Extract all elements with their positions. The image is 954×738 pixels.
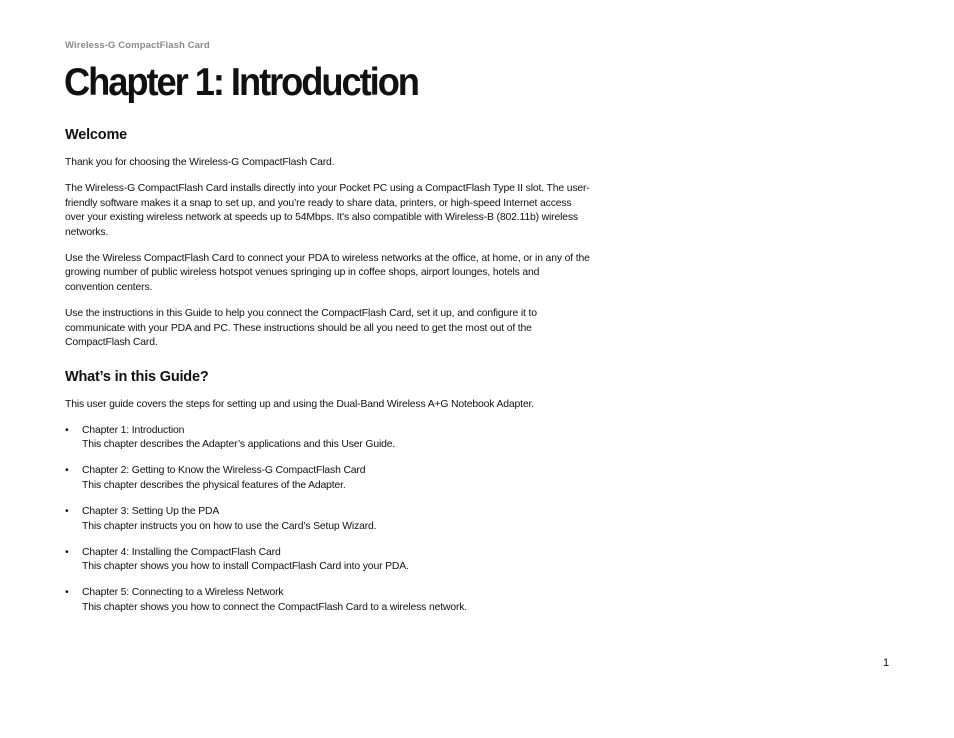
chapter-item-description: This chapter instructs you on how to use the Card’s Setup Wizard. [82,520,377,532]
welcome-paragraph-3: Use the Wireless CompactFlash Card to connect your PDA to wireless networks at the office, at home, or in any of the growing number of public wireless hotspot venues springing up in coffee shops, airport lounges, hotels and convention centers. [65,252,590,293]
welcome-paragraph-4: Use the instructions in this Guide to help you connect the CompactFlash Card, set it up, and configure it to communicate with your PDA and PC. These instructions should be all you need to get the most out of the CompactFlash Card. [65,307,537,349]
bullet-glyph: • [65,506,69,518]
bullet-glyph: • [65,424,69,436]
chapter-item-title: Chapter 5: Connecting to a Wireless Network [82,587,284,599]
running-header: Wireless-G CompactFlash Card [65,40,210,51]
guide-section [65,367,590,616]
chapter-list-item-5 [65,586,590,615]
page-content [65,125,590,627]
bullet-glyph: • [65,546,69,558]
guide-heading: What’s in this Guide? [65,368,209,385]
chapter-item-title: Chapter 4: Installing the CompactFlash Card [82,546,281,558]
chapter-list-item-3 [65,505,590,534]
chapter-item-title: Chapter 1: Introduction [82,424,185,436]
welcome-paragraph-2: The Wireless-G CompactFlash Card installs directly into your Pocket PC using a CompactFlash Type II slot. The user-friendly software makes it a snap to set up, and you’re ready to share data, printers, or high-speed Internet access over your existing wireless network at speeds up to 54Mbps. It's also compatible with Wireless-B (802.11b) wireless networks. [65,182,590,238]
chapter-list-item-1 [65,424,590,453]
chapter-item-description: This chapter describes the physical features of the Adapter. [82,479,346,491]
chapter-list-item-4 [65,546,590,575]
welcome-section [65,125,590,351]
chapter-item-description: This chapter shows you how to connect the CompactFlash Card to a wireless network. [82,602,468,614]
welcome-heading: Welcome [65,127,127,143]
chapter-list [65,424,590,616]
chapter-item-description: This chapter describes the Adapter’s applications and this User Guide. [82,439,396,451]
guide-intro: This user guide covers the steps for setting up and using the Dual-Band Wireless A+G Notebook Adapter. [65,398,535,410]
chapter-item-title: Chapter 3: Setting Up the PDA [82,506,220,518]
chapter-item-description: This chapter shows you how to install CompactFlash Card into your PDA. [82,561,409,573]
page-number: 1 [883,657,890,669]
welcome-paragraph-1: Thank you for choosing the Wireless-G CompactFlash Card. [65,157,335,168]
chapter-title: Chapter 1: Introduction [64,61,418,104]
bullet-glyph: • [65,465,69,477]
chapter-item-title: Chapter 2: Getting to Know the Wireless-G CompactFlash Card [82,465,366,477]
chapter-list-item-2 [65,464,590,493]
bullet-glyph: • [65,587,69,599]
